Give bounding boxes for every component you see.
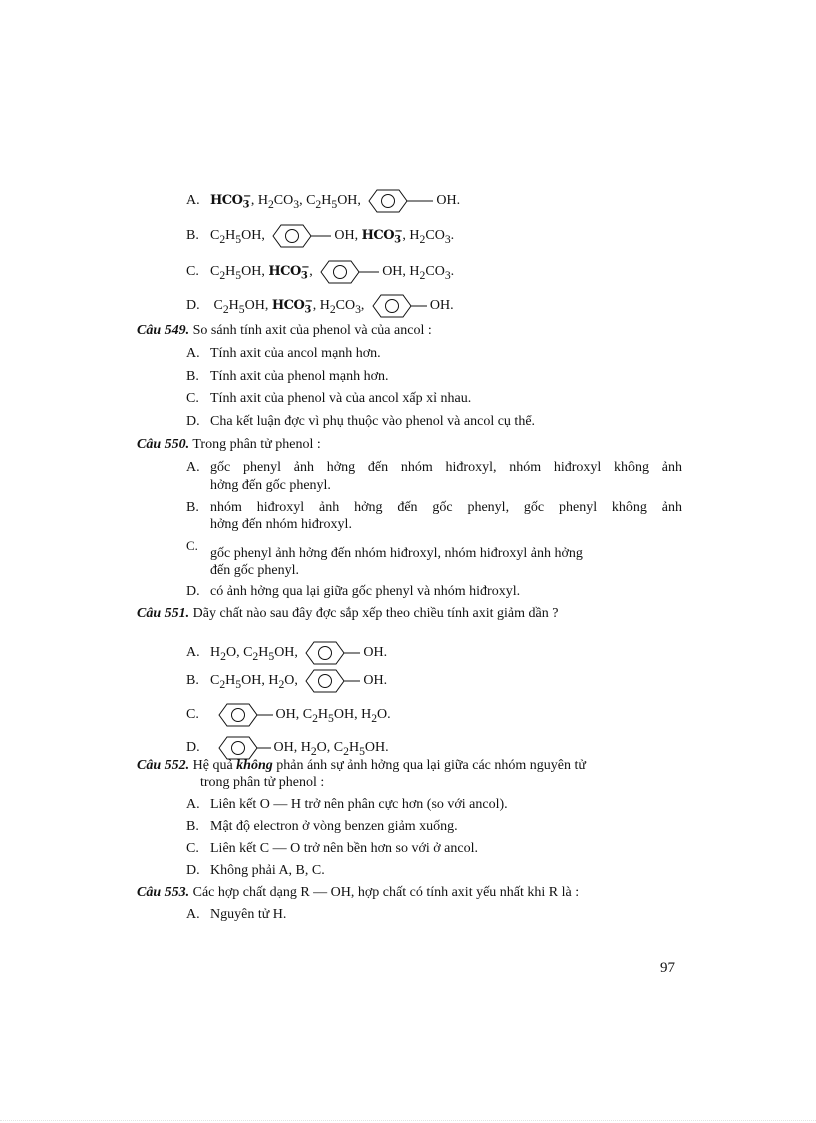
q552-option-a: A. Liên kết O — H trở nên phân cực hơn (so với ancol). <box>186 797 508 812</box>
q551-option-b: B. $C_2H_5OH$, $H_2O$, OH. <box>186 668 387 694</box>
question-number: Câu 549. <box>137 323 190 338</box>
question-number: Câu 550. <box>137 437 190 452</box>
q548-option-c: C. $C_2H_5OH$, $HCO_3^-$, OH, $H_2CO_3$. <box>186 259 454 285</box>
question-551 <box>137 606 558 622</box>
emphasis: không <box>236 758 273 773</box>
q550-option-c-line1: gốc phenyl ảnh hởng đến nhóm hiđroxyl, nhóm hiđroxyl ảnh hởng <box>210 546 583 561</box>
question-552: Câu 552. Hệ quả không phản ánh sự ảnh hởng qua lại giữa các nhóm nguyên tử <box>137 758 586 773</box>
phenol-ring-icon <box>369 293 429 319</box>
q548-option-a: A. $HCO_3^-$, $H_2CO_3$, $C_2H_5OH$, OH. <box>186 188 460 214</box>
bicarbonate-formula: $HCO_3^-$ <box>361 225 403 246</box>
q550-option-b-line1: nhóm hiđroxyl ảnh hởng đến gốc phenyl, gốc phenyl không ảnh <box>210 500 682 515</box>
q549-option-c: C. Tính axit của phenol và của ancol xấp xỉ nhau. <box>186 391 472 406</box>
option-label: D. <box>186 298 200 314</box>
q550-option-a-label: A. <box>186 460 200 475</box>
option-label: B. <box>186 228 199 244</box>
bicarbonate-formula: $HCO_3^-$ <box>268 261 310 282</box>
phenol-ring-icon <box>215 702 275 728</box>
q549-option-d: D. Cha kết luận đợc vì phụ thuộc vào phenol và ancol cụ thể. <box>186 414 536 429</box>
phenol-ring-icon <box>269 223 333 249</box>
question-text: Dãy chất nào sau đây đợc sắp xếp theo chiều tính axit giảm dần ? <box>192 606 559 621</box>
page-number: 97 <box>660 960 675 976</box>
question-number: Câu 553. <box>137 885 190 900</box>
phenol-ring-icon <box>365 188 435 214</box>
q552-option-d: D. Không phải A, B, C. <box>186 863 325 878</box>
q550-option-b-line2: hởng đến nhóm hiđroxyl. <box>210 517 352 532</box>
option-label: A. <box>186 193 200 209</box>
q550-option-b-label: B. <box>186 500 199 515</box>
question-text: So sánh tính axit của phenol và của ancol : <box>192 323 432 338</box>
q551-option-a: A. $H_2O$, $C_2H_5OH$, OH. <box>186 640 387 666</box>
q551-option-d: D. OH, $H_2O$, $C_2H_5OH$. <box>186 735 389 761</box>
question-550 <box>137 437 321 453</box>
question-text: Các hợp chất dạng R — OH, hợp chất có tính axit yếu nhất khi R là : <box>192 885 580 900</box>
q550-option-c-label: C. <box>186 538 198 553</box>
phenol-ring-icon <box>302 668 362 694</box>
question-text: Trong phân tử phenol : <box>192 437 321 452</box>
bicarbonate-formula: $HCO_3^-$ <box>271 295 313 316</box>
question-553 <box>137 885 579 901</box>
q550-option-d: D. có ảnh hởng qua lại giữa gốc phenyl và nhóm hiđroxyl. <box>186 584 521 599</box>
q549-option-a: A. Tính axit của ancol mạnh hơn. <box>186 346 381 361</box>
q552-option-b: B. Mật độ electron ở vòng benzen giảm xuống. <box>186 819 458 834</box>
page-edge-divider <box>0 1120 816 1121</box>
q548-option-b: B. $C_2H_5OH$, OH, $HCO_3^-$, $H_2CO_3$. <box>186 223 454 249</box>
option-label: C. <box>186 264 199 280</box>
q549-option-b: B. Tính axit của phenol mạnh hơn. <box>186 369 389 384</box>
q550-option-a-line1: gốc phenyl ảnh hởng đến nhóm hiđroxyl, nhóm hiđroxyl không ảnh <box>210 460 682 475</box>
question-number: Câu 552. <box>137 758 190 773</box>
question-552-line2: trong phân tử phenol : <box>200 775 325 790</box>
q550-option-c-line2: đến gốc phenyl. <box>210 563 300 578</box>
q550-option-a-line2: hởng đến gốc phenyl. <box>210 478 331 493</box>
q551-option-c: C. OH, $C_2H_5OH$, $H_2O$. <box>186 702 391 728</box>
phenol-ring-icon <box>317 259 381 285</box>
bicarbonate-formula: $HCO_3^-$ <box>210 190 251 211</box>
q553-option-a: A. Nguyên tử H. <box>186 907 287 922</box>
q552-option-c: C. Liên kết C — O trở nên bền hơn so với ở ancol. <box>186 841 478 856</box>
question-number: Câu 551. <box>137 606 190 621</box>
question-549 <box>137 323 432 339</box>
q548-option-d: D. $C_2H_5OH$, $HCO_3^-$, $H_2CO_3$, OH. <box>186 293 454 319</box>
phenol-ring-icon <box>302 640 362 666</box>
